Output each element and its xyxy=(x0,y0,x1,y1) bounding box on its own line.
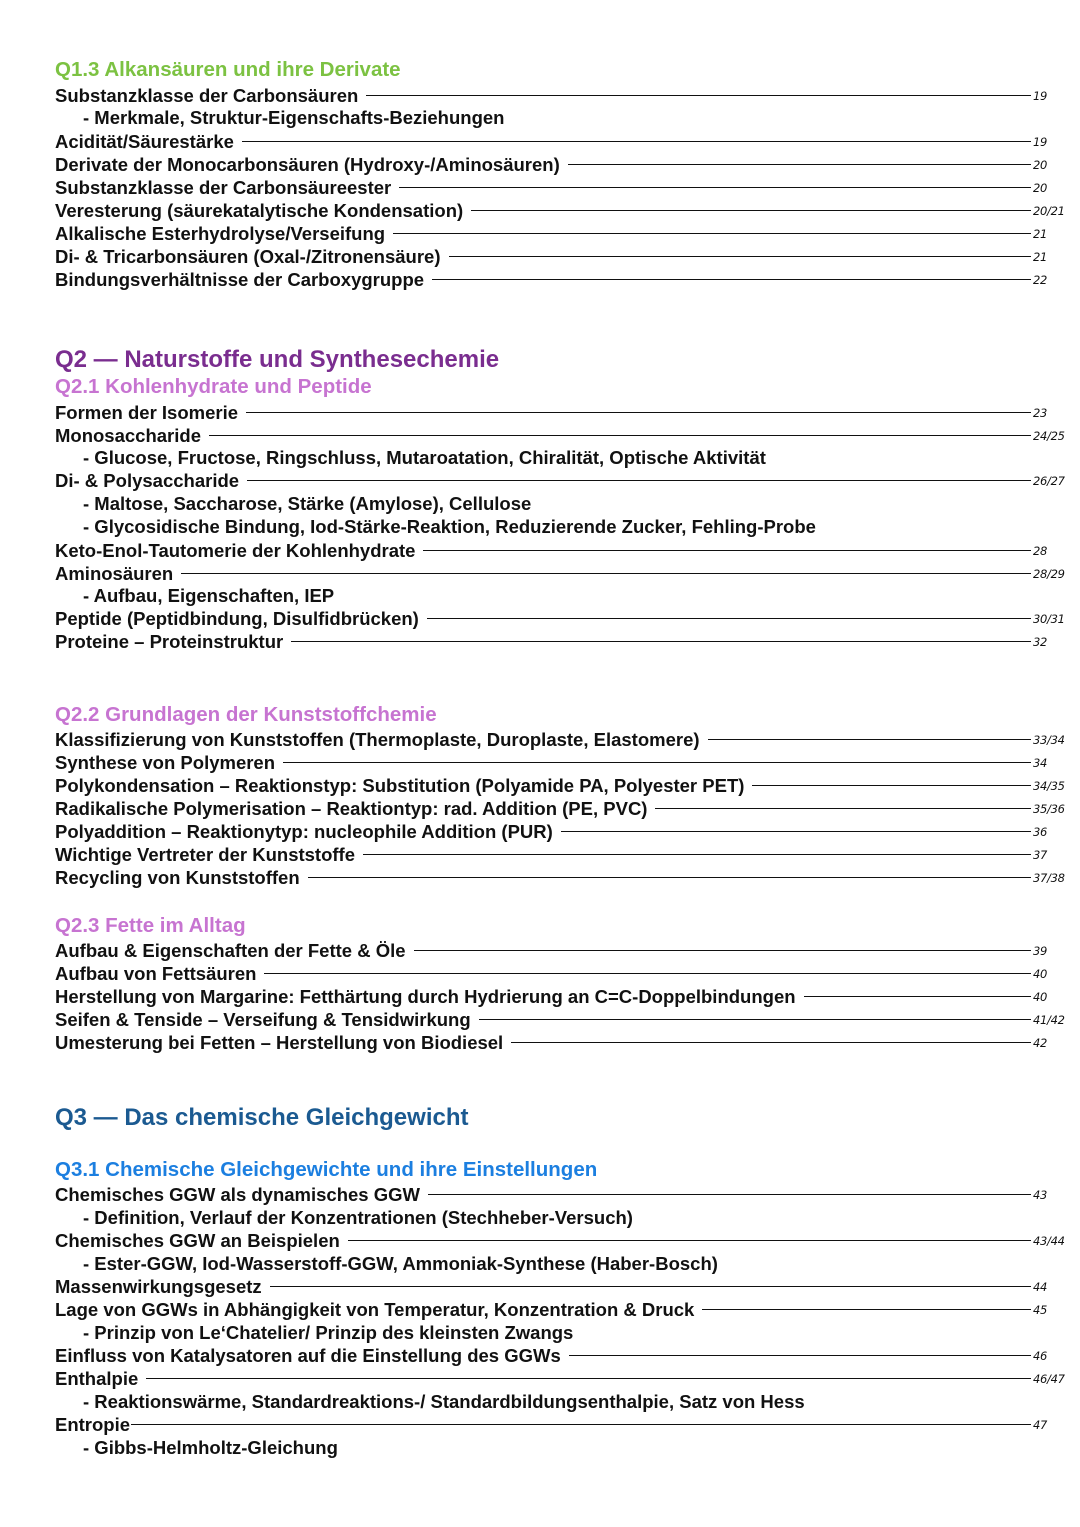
toc-entry-label: Di- & Tricarbonsäuren (Oxal-/Zitronensäure) xyxy=(55,245,441,267)
toc-entry xyxy=(55,797,1075,820)
toc-entry-label: Bindungsverhältnisse der Carboxygruppe xyxy=(55,268,425,290)
toc-subentry: - Maltose, Saccharose, Stärke (Amylose), Cellulose xyxy=(83,493,532,514)
toc-entry-page: 40 xyxy=(1033,966,1048,981)
dotted-leader xyxy=(209,435,1031,436)
toc-entry-label: Aufbau & Eigenschaften der Fette & Öle xyxy=(55,939,406,961)
dotted-leader xyxy=(432,279,1031,280)
toc-entry-page: 32 xyxy=(1033,634,1048,649)
toc-entry-page: 37 xyxy=(1033,847,1048,862)
toc-entry xyxy=(55,1229,1075,1252)
toc-entry-label: Lage von GGWs in Abhängigkeit von Temperatur, Konzentration & Druck xyxy=(55,1298,695,1320)
toc-entry-page: 20 xyxy=(1033,180,1048,195)
toc-entry xyxy=(55,1183,1075,1206)
dotted-leader xyxy=(414,950,1031,951)
toc-entry-page: 37/38 xyxy=(1033,870,1065,885)
toc-entry-label: Monosaccharide xyxy=(55,424,201,446)
toc-entry-label: Enthalpie xyxy=(55,1367,139,1389)
toc-entry xyxy=(55,153,1075,176)
toc-entry-page: 26/27 xyxy=(1033,473,1065,488)
toc-entry xyxy=(55,130,1075,153)
toc-entry xyxy=(55,728,1075,751)
toc-entry xyxy=(55,562,1075,585)
toc-entry-page: 21 xyxy=(1033,249,1048,264)
toc-entry-page: 33/34 xyxy=(1033,732,1065,747)
dotted-leader xyxy=(308,877,1031,878)
toc-entry-page: 20/21 xyxy=(1033,203,1065,218)
toc-subentry: - Aufbau, Eigenschaften, IEP xyxy=(83,585,335,606)
toc-entry-page: 34 xyxy=(1033,755,1048,770)
toc-entry-page: 41/42 xyxy=(1033,1012,1065,1027)
toc-entry-label: Polyaddition – Reaktionytyp: nucleophile Addition (PUR) xyxy=(55,820,553,842)
toc-entry xyxy=(55,866,1075,889)
dotted-leader xyxy=(242,141,1031,142)
toc-entry xyxy=(55,1008,1075,1031)
toc-entry-page: 23 xyxy=(1033,405,1048,420)
toc-entry xyxy=(55,751,1075,774)
toc-entry xyxy=(55,539,1075,562)
toc-entry-page: 28/29 xyxy=(1033,566,1065,581)
dotted-leader xyxy=(511,1042,1031,1043)
toc-entry-label: Herstellung von Margarine: Fetthärtung durch Hydrierung an C=C-Doppelbindungen xyxy=(55,985,796,1007)
toc-entry-page: 19 xyxy=(1033,88,1048,103)
toc-entry-label: Aufbau von Fettsäuren xyxy=(55,962,257,984)
toc-entry-page: 19 xyxy=(1033,134,1048,149)
toc-entry-label: Substanzklasse der Carbonsäuren xyxy=(55,84,359,106)
toc-entry xyxy=(55,424,1075,447)
dotted-leader xyxy=(702,1309,1031,1310)
toc-entry-page: 22 xyxy=(1033,272,1048,287)
dotted-leader xyxy=(479,1019,1031,1020)
toc-entry-page: 28 xyxy=(1033,543,1048,558)
toc-entry xyxy=(55,401,1075,424)
toc-subentry: - Ester-GGW, Iod-Wasserstoff-GGW, Ammoniak-Synthese (Haber-Bosch) xyxy=(83,1253,718,1274)
toc-entry-label: Massenwirkungsgesetz xyxy=(55,1275,262,1297)
toc-entry-page: 36 xyxy=(1033,824,1048,839)
toc-entry-page: 39 xyxy=(1033,943,1048,958)
toc-subentry: - Merkmale, Struktur-Eigenschafts-Beziehungen xyxy=(83,107,505,128)
toc-entry-label: Wichtige Vertreter der Kunststoffe xyxy=(55,843,356,865)
section-heading-q2-3: Q2.3 Fette im Alltag xyxy=(55,914,246,937)
toc-entry xyxy=(55,199,1075,222)
chapter-heading-q2: Q2 — Naturstoffe und Synthesechemie xyxy=(55,346,500,373)
toc-entry-page: 43 xyxy=(1033,1187,1048,1202)
toc-entry xyxy=(55,962,1075,985)
section-heading-q3-1: Q3.1 Chemische Gleichgewichte und ihre Einstellungen xyxy=(55,1158,598,1181)
toc-entry-label: Derivate der Monocarbonsäuren (Hydroxy-/Aminosäuren) xyxy=(55,153,560,175)
toc-entry-label: Polykondensation – Reaktionstyp: Substitution (Polyamide PA, Polyester PET) xyxy=(55,774,745,796)
dotted-leader xyxy=(423,550,1031,551)
toc-entry xyxy=(55,84,1075,107)
toc-entry-page: 46 xyxy=(1033,1348,1048,1363)
toc-entry-page: 45 xyxy=(1033,1302,1048,1317)
dotted-leader xyxy=(283,762,1031,763)
dotted-leader xyxy=(399,187,1031,188)
dotted-leader xyxy=(366,95,1031,96)
toc-entry-label: Alkalische Esterhydrolyse/Verseifung xyxy=(55,222,386,244)
dotted-leader xyxy=(471,210,1031,211)
toc-subentry: - Definition, Verlauf der Konzentrationen (Stechheber-Versuch) xyxy=(83,1207,633,1228)
dotted-leader xyxy=(291,641,1031,642)
toc-subentry: - Prinzip von Le‘Chatelier/ Prinzip des kleinsten Zwangs xyxy=(83,1322,574,1343)
dotted-leader xyxy=(427,618,1031,619)
toc-entry xyxy=(55,1298,1075,1321)
toc-entry xyxy=(55,469,1075,492)
toc-entry-page: 47 xyxy=(1033,1417,1048,1432)
toc-entry xyxy=(55,1275,1075,1298)
toc-entry xyxy=(55,820,1075,843)
toc-subentry: - Gibbs-Helmholtz-Gleichung xyxy=(83,1437,338,1458)
toc-subentry: - Glucose, Fructose, Ringschluss, Mutaroatation, Chiralität, Optische Aktivität xyxy=(83,447,766,468)
toc-entry-label: Di- & Polysaccharide xyxy=(55,469,240,491)
dotted-leader xyxy=(146,1378,1031,1379)
dotted-leader xyxy=(561,831,1031,832)
toc-entry xyxy=(55,1031,1075,1054)
toc-entry-label: Proteine – Proteinstruktur xyxy=(55,630,284,652)
toc-entry xyxy=(55,607,1075,630)
toc-entry-label: Peptide (Peptidbindung, Disulfidbrücken) xyxy=(55,607,419,629)
dotted-leader xyxy=(804,996,1031,997)
dotted-leader xyxy=(270,1286,1031,1287)
toc-entry-label: Substanzklasse der Carbonsäureester xyxy=(55,176,392,198)
toc-entry-page: 46/47 xyxy=(1033,1371,1065,1386)
toc-entry-label: Entropie xyxy=(55,1413,131,1435)
toc-entry-label: Radikalische Polymerisation – Reaktiontyp: rad. Addition (PE, PVC) xyxy=(55,797,648,819)
toc-entry-page: 44 xyxy=(1033,1279,1048,1294)
toc-entry-label: Recycling von Kunststoffen xyxy=(55,866,300,888)
toc-entry-label: Einfluss von Katalysatoren auf die Einstellung des GGWs xyxy=(55,1344,561,1366)
dotted-leader xyxy=(655,808,1031,809)
toc-entry-label: Aminosäuren xyxy=(55,562,174,584)
dotted-leader xyxy=(363,854,1031,855)
toc-entry-page: 21 xyxy=(1033,226,1048,241)
toc-entry-label: Seifen & Tenside – Verseifung & Tensidwirkung xyxy=(55,1008,471,1030)
toc-entry-page: 42 xyxy=(1033,1035,1048,1050)
toc-entry-label: Veresterung (säurekatalytische Kondensation) xyxy=(55,199,464,221)
toc-entry-label: Acidität/Säurestärke xyxy=(55,130,234,152)
toc-entry-page: 20 xyxy=(1033,157,1048,172)
dotted-leader xyxy=(569,1355,1031,1356)
toc-entry xyxy=(55,1344,1075,1367)
dotted-leader xyxy=(246,412,1031,413)
section-heading-q2-2: Q2.2 Grundlagen der Kunststoffchemie xyxy=(55,703,437,726)
dotted-leader xyxy=(449,256,1032,257)
toc-entry xyxy=(55,245,1075,268)
toc-entry xyxy=(55,630,1075,653)
toc-entry xyxy=(55,1413,1075,1436)
toc-entry xyxy=(55,774,1075,797)
toc-entry xyxy=(55,268,1075,291)
dotted-leader xyxy=(708,739,1031,740)
toc-entry-label: Klassifizierung von Kunststoffen (Thermoplaste, Duroplaste, Elastomere) xyxy=(55,728,700,750)
dotted-leader xyxy=(393,233,1031,234)
chapter-heading-q3: Q3 — Das chemische Gleichgewicht xyxy=(55,1104,469,1131)
toc-entry xyxy=(55,985,1075,1008)
toc-entry-page: 24/25 xyxy=(1033,428,1065,443)
dotted-leader xyxy=(247,480,1031,481)
toc-entry-label: Chemisches GGW an Beispielen xyxy=(55,1229,340,1251)
dotted-leader xyxy=(348,1240,1031,1241)
toc-entry xyxy=(55,176,1075,199)
toc-entry xyxy=(55,1367,1075,1390)
toc-entry xyxy=(55,939,1075,962)
toc-entry-page: 30/31 xyxy=(1033,611,1065,626)
dotted-leader xyxy=(568,164,1031,165)
toc-entry-label: Formen der Isomerie xyxy=(55,401,239,423)
section-heading-q2-1: Q2.1 Kohlenhydrate und Peptide xyxy=(55,375,372,398)
dotted-leader xyxy=(181,573,1031,574)
toc-entry-page: 35/36 xyxy=(1033,801,1065,816)
toc-entry xyxy=(55,222,1075,245)
toc-entry-page: 43/44 xyxy=(1033,1233,1065,1248)
toc-entry-label: Keto-Enol-Tautomerie der Kohlenhydrate xyxy=(55,539,416,561)
toc-entry-page: 40 xyxy=(1033,989,1048,1004)
section-heading-q1-3: Q1.3 Alkansäuren und ihre Derivate xyxy=(55,58,401,81)
dotted-leader xyxy=(752,785,1031,786)
dotted-leader xyxy=(131,1424,1031,1425)
toc-entry-label: Chemisches GGW als dynamisches GGW xyxy=(55,1183,420,1205)
toc-entry xyxy=(55,843,1075,866)
dotted-leader xyxy=(264,973,1031,974)
toc-entry-page: 34/35 xyxy=(1033,778,1065,793)
dotted-leader xyxy=(428,1194,1031,1195)
toc-entry-label: Umesterung bei Fetten – Herstellung von Biodiesel xyxy=(55,1031,504,1053)
toc-subentry: - Reaktionswärme, Standardreaktions-/ Standardbildungsenthalpie, Satz von Hess xyxy=(83,1391,805,1412)
toc-entry-label: Synthese von Polymeren xyxy=(55,751,276,773)
toc-subentry: - Glycosidische Bindung, Iod-Stärke-Reaktion, Reduzierende Zucker, Fehling-Probe xyxy=(83,516,816,537)
